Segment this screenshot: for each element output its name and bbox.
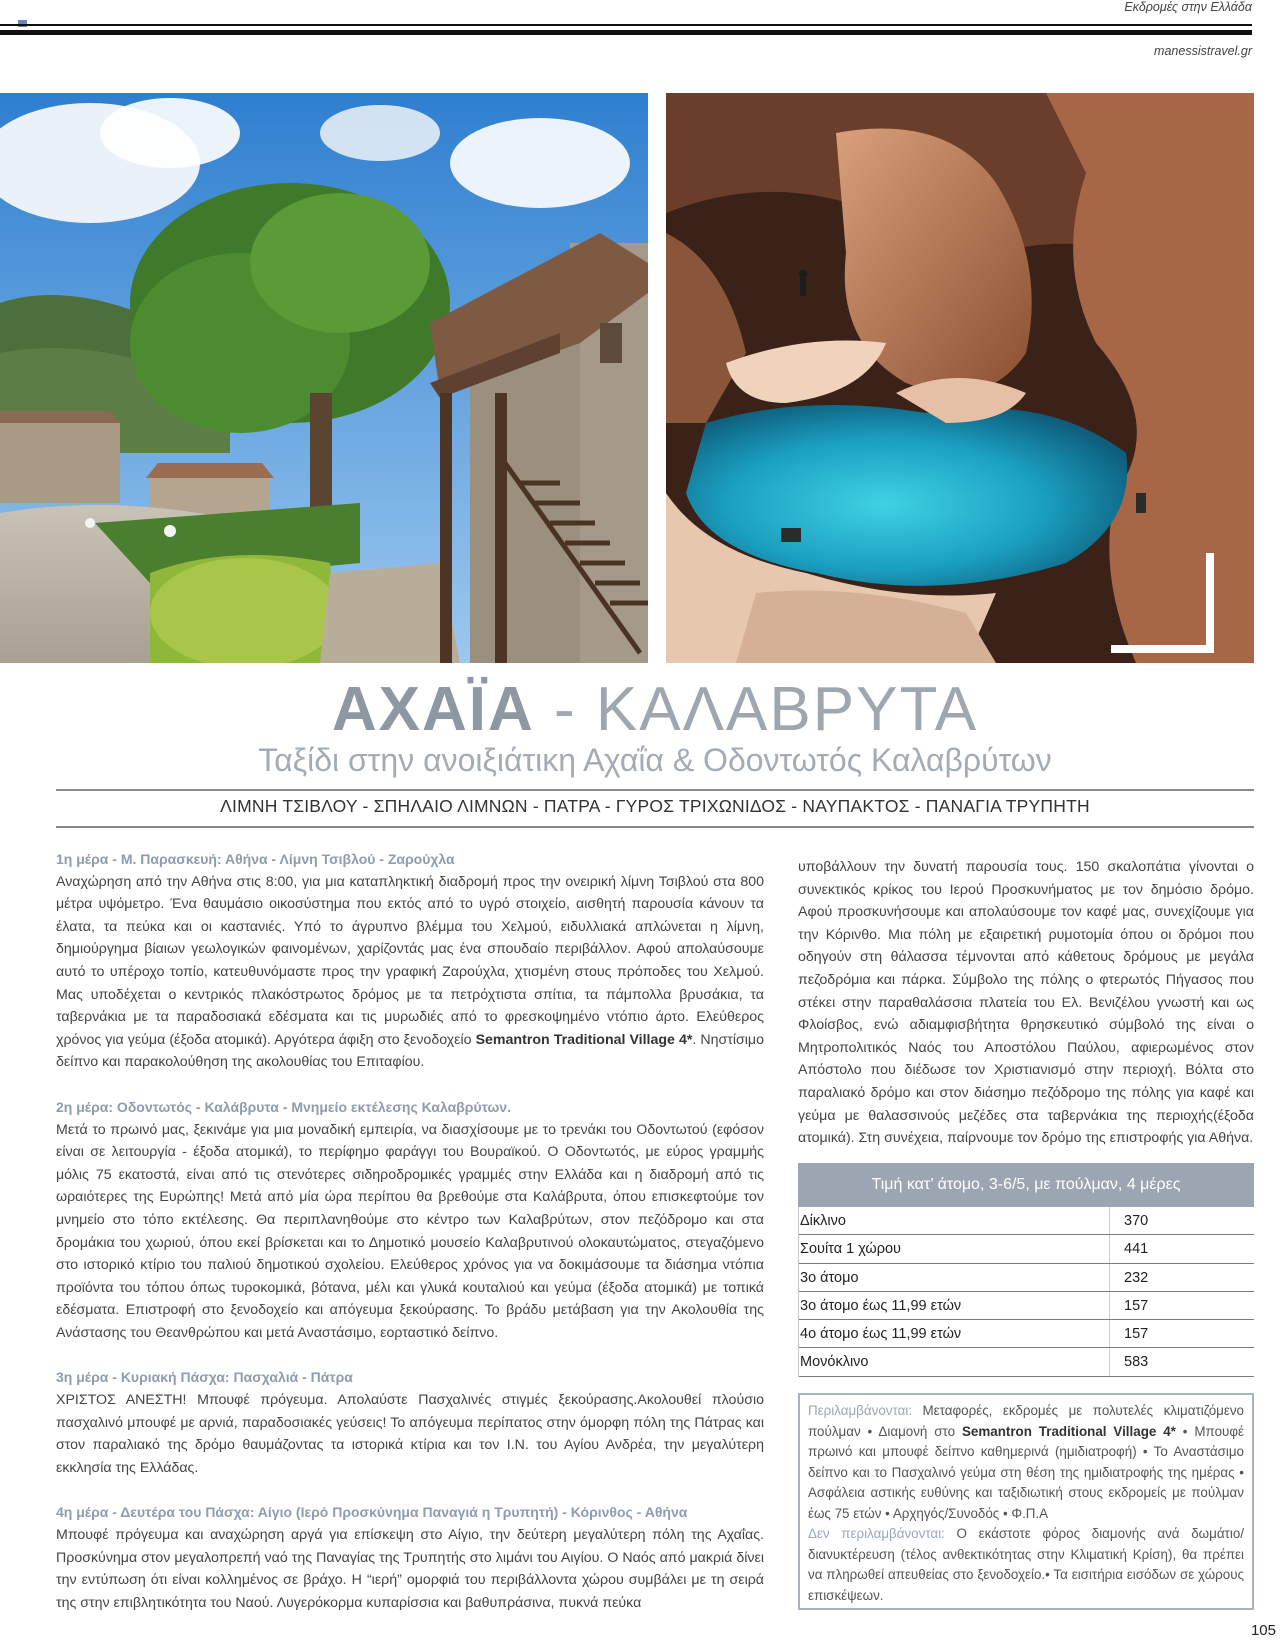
- table-row: [798, 1320, 1254, 1348]
- page-subtitle: Ταξίδι στην ανοιξιάτικη Αχαΐα & Οδοντωτός Καλαβρύτων: [258, 742, 1052, 778]
- day-3-text: ΧΡΙΣΤΟΣ ΑΝΕΣΤΗ! Μπουφέ πρόγευμα. Απολαύστε Πασχαλινές στιγμές ξεκούρασης.Ακολουθεί πλούσιο πασχαλινό μπουφέ με αρνιά, παραδοσιακές γεύσεις! Το απόγευμα περίπατος στην όμορφη πόλη της Πάτρας και στον παραλιακό της δρόμο θαυμάζοντας τα ιστορικά κτίρια και τον Ι.Ν. του Αγίου Ανδρέα, την μεγαλύτερη εκκλησία της Ελλάδας.: [56, 1392, 764, 1476]
- day-1-text: [56, 871, 764, 1074]
- title-rest: - ΚΑΛΑΒΡΥΤΑ: [534, 675, 979, 744]
- excludes-body: Ο εκάστοτε φόρος διαμονής ανά δωμάτιο/διανυκτέρευση (τέλος ανθεκτικότητας στην Κλιματική Κρίση), θα πρέπει να πληρωθεί απευθείας στο ξενοδοχείο.• Τα εισιτήρια εισόδων σε χώρους επισκέψεων.: [808, 1526, 1244, 1603]
- price-table-header: Τιμή κατ’ άτομο, 3-6/5, με πούλμαν, 4 μέρες: [798, 1163, 1254, 1207]
- page-title: [56, 676, 1254, 744]
- header-rule-thick: [0, 30, 1252, 35]
- includes-label: Περιλαμβάνονται:: [808, 1403, 912, 1418]
- table-row: [798, 1235, 1254, 1263]
- table-row: [798, 1292, 1254, 1320]
- day-2-text: Μετά το πρωινό μας, ξεκινάμε για μια μοναδική εμπειρία, να διασχίσουμε με το τρενάκι του Οδοντωτού (εφόσον είναι σε λειτουργία - έξοδα ατομικά), το περίφημο φαράγγι του Βουραϊκού. Ο Οδοντωτός, με εύρος γραμμής μόλις 75 εκατοστά, είναι από τις στενότερες σιδηροδρομικές γραμμές στην Ελλάδα και η διαδρομή από τις ωραιότερες της Ευρώπης! Μετά από μία ώρα περίπου θα βρεθούμε στα Καλάβρυτα, όπου επισκεφτούμε τον μνημείο στο τόπο εκτέλεσης. Θα περιπλανηθούμε στο κέντρο των Καλαβρύτων, στον πεζόδρομο και στα δρομάκια του χωριού, όπου εκεί βρίσκεται και το Δημοτικό μουσείο Καλαβρυτινού ολοκαυτώματος, στεγαζόμενο στο ιστορικό κτίριο του παλιού δημοτικού σχολείου. Ελεύθερος χρόνος για να δοκιμάσουμε τα διάσημα ντόπια προϊόντα του τόπου όπως τυροκομικά, βότανα, μέλι και γλυκά κουταλιού και γεύμα (έξοδα ατομικά) με τοπικά εδέσματα. Επιστροφή στο ξενοδοχείο και απόγευμα ξεκούρασης. Το βράδυ μετάβαση για την Ακολουθία της Ανάστασης του Θεανθρώπου και μετά Αναστάσιμο, εορταστικό δείπνο.: [56, 1121, 764, 1341]
- table-row: [798, 1348, 1254, 1376]
- price-value: 441: [1124, 1241, 1149, 1258]
- excludes-text: [808, 1524, 1244, 1606]
- day-1-title: 1η μέρα - Μ. Παρασκευή: Αθήνα - Λίμνη Τσιβλού - Ζαρούχλα: [56, 851, 455, 867]
- includes-text-b: • Μπουφέ πρωινό και μπουφέ δείπνο καθημερινά (ημιδιατροφή) • Το Αναστάσιμο δείπνο και το Πασχαλινό γεύμα στη θέση της ημιδιατροφής της ημέρας • Ασφάλεια αστικής ευθύνης και ταξιδιωτική στους εκδρομείς με πούλμαν έως 75 ετών • Αρχηγός/Συνοδός • Φ.Π.Α: [808, 1423, 1244, 1521]
- price-value: 370: [1124, 1213, 1149, 1229]
- excludes-label: Δεν περιλαμβάνονται:: [808, 1526, 945, 1541]
- day-3: [56, 1366, 764, 1479]
- title-block: [56, 676, 1254, 780]
- section-title: Εκδρομές στην Ελλάδα: [1124, 0, 1252, 14]
- day-4-title: 4η μέρα - Δευτέρα του Πάσχα: Αίγιο (Ιερό Προσκύνημα Παναγιά η Τρυπητή) - Κόρινθος - Αθήνα: [56, 1504, 688, 1521]
- header-rule-thin: [0, 24, 1252, 26]
- cave-photo: [666, 93, 1254, 663]
- price-label: Δίκλινο: [798, 1207, 1110, 1234]
- price-label: Μονόκλινο: [798, 1348, 1110, 1375]
- includes-text: [808, 1401, 1244, 1524]
- day-2-title: 2η μέρα: Οδοντωτός - Καλάβρυτα - Μνημείο εκτέλεσης Καλαβρύτων.: [56, 1098, 511, 1115]
- includes-text-a: Μεταφορές, εκδρομές με πολυτελές κλιματιζόμενο πούλμαν • Διαμονή στο: [808, 1403, 1244, 1439]
- route-list: ΛΙΜΝΗ ΤΣΙΒΛΟΥ - ΣΠΗΛΑΙΟ ΛΙΜΝΩΝ - ΠΑΤΡΑ - ΓΥΡΟΣ ΤΡΙΧΩΝΙΔΟΣ - ΝΑΥΠΑΚΤΟΣ - ΠΑΝΑΓΙΑ ΤΡΥΠΗΤΗ: [220, 796, 1090, 816]
- price-value: 232: [1124, 1269, 1149, 1286]
- includes-hotel: Semantron Traditional Village 4*: [961, 1423, 1176, 1439]
- price-label: 4ο άτομο έως 11,99 ετών: [798, 1320, 1110, 1347]
- day-1: [56, 848, 764, 1074]
- route-rule-top: [56, 789, 1254, 791]
- day-4-text: Μπουφέ πρόγευμα και αναχώρηση αργά για επίσκεψη στο Αίγιο, την δεύτερη μεγαλύτερη πόλη της Αχαΐας. Προσκύνημα στον μεγαλοπρεπή ναό της Παναγίας της Τρυπητής στο λιμάνι του Αιγίου. Ο Ναός από μακριά δίνει την εντύπωση ότι είναι κολλημένος σε βράχο. Η “ιερή” ομορφιά του περιβάλλοντα χώρου συμβάλει με τη σειρά της στην επιβλητικότητα του Ναού. Λυγερόκορμα κυπαρίσσια και βαθυπράσινα, πυκνά πεύκα: [56, 1527, 764, 1611]
- table-row: [798, 1264, 1254, 1292]
- price-table-edge: [798, 1207, 799, 1377]
- site-link[interactable]: manessistravel.gr: [1154, 44, 1252, 58]
- day-3-title: 3η μέρα - Κυριακή Πάσχα: Πασχαλιά - Πάτρα: [56, 1369, 353, 1386]
- day-2: [56, 1096, 764, 1345]
- itinerary-continuation: υποβάλλουν την δυνατή παρουσία τους. 150 σκαλοπάτια γίνονται ο συνεκτικός κρίκος του Ιερού Προσκυνήματος με τον δημόσιο δρόμο. Αφού προσκυνήσουμε και απολαύσουμε τον καφέ μας, συνεχίζουμε για την Κόρινθο. Μια πόλη με εξαιρετική ρυμοτομία όπου οι δρόμοι που οδηγούν στη θάλασσα τέμνονται από κάθετους δρόμους με μεγάλα πεζοδρόμια και πάρκα. Σύμβολο της πόλης ο φτερωτός Πήγασος που στέκει στην παραθαλάσσια πλατεία του Ελ. Βενιζέλου γνωστή και ως Φλοίσβος, ενώ αδιαμφισβήτητα θρησκευτικό σύμβολό της είναι ο Μητροπολιτικός Ναός του Αποστόλου Παύλου, αφιερωμένος στον Απόστολο που διέδωσε τον Χριστιανισμό στην περιοχή. Βόλτα στο παραλιακό δρόμο και στον διάσημο πεζόδρομο της πόλης για καφέ και γεύμα με θαλασσινούς μεζέδες στα ταβερνάκια της περιοχής(έξοδα ατομικά). Στη συνέχεια, παίρνουμε τον δρόμο της επιστροφής για Αθήνα.: [798, 859, 1254, 1147]
- price-value: 157: [1124, 1297, 1149, 1314]
- itinerary-column: [56, 848, 764, 1636]
- price-value: 157: [1124, 1326, 1149, 1343]
- price-label: 3ο άτομο έως 11,99 ετών: [798, 1292, 1110, 1319]
- price-label: Σουίτα 1 χώρου: [798, 1235, 1110, 1262]
- price-table: [798, 1163, 1254, 1377]
- day-1-hotel: Semantron Traditional Village 4*: [475, 1031, 693, 1048]
- village-photo: [0, 93, 648, 663]
- day-1-text-a: Αναχώρηση από την Αθήνα στις 8:00, για μια καταπληκτική διαδρομή προς την ονειρική λίμνη Τσιβλού στα 800 μέτρα υψόμετρο. Ένα θαυμάσιο οικοσύστημα που εκτός από το υγρό στοιχείο, αισθητή παρουσία κάνουν τα έλατα, τα πεύκα και οι καστανιές. Υπό το άγρυπνο βλέμμα του Χελμού, ειδυλλιακά απλώνεται η λίμνη, δημιούργημα βίαιων γεωλογικών φαινομένων, χαρίζοντάς μας ένα σπουδαίο περιβάλλον. Αφού απολαύσουμε αυτό το υπέροχο τοπίο, κατευθυνόμαστε προς την γραφική Ζαρούχλα, χτισμένη στους πρόποδες του Χελμού. Μας υποδέχεται ο κεντρικός πλακόστρωτος δρόμος με τα πετρόχτιστα σπίτια, τα πάμπολλα βρυσάκια, τα ταβερνάκια με τα παραδοσιακά εδέσματα και τις μυρωδιές από το φρεσκοψημένο ντόπιο άρτο. Ελεύθερος χρόνος για γεύμα (έξοδα ατομικά). Αργότερα άφιξη στο ξενοδοχείο: [56, 873, 764, 1048]
- price-value: 583: [1124, 1354, 1149, 1371]
- title-bold: ΑΧΑΪΑ: [331, 675, 535, 744]
- route-rule-bottom: [56, 826, 1254, 828]
- price-label: 3ο άτομο: [798, 1264, 1110, 1291]
- page-number: 105: [1250, 1622, 1276, 1639]
- table-row: [798, 1207, 1254, 1235]
- day-4: [56, 1501, 764, 1614]
- includes-box: [798, 1393, 1254, 1610]
- day-1-text-b: . Νηστίσιμο δείπνο και παρακολούθηση της ακολουθίας του Επιταφίου.: [56, 1031, 764, 1071]
